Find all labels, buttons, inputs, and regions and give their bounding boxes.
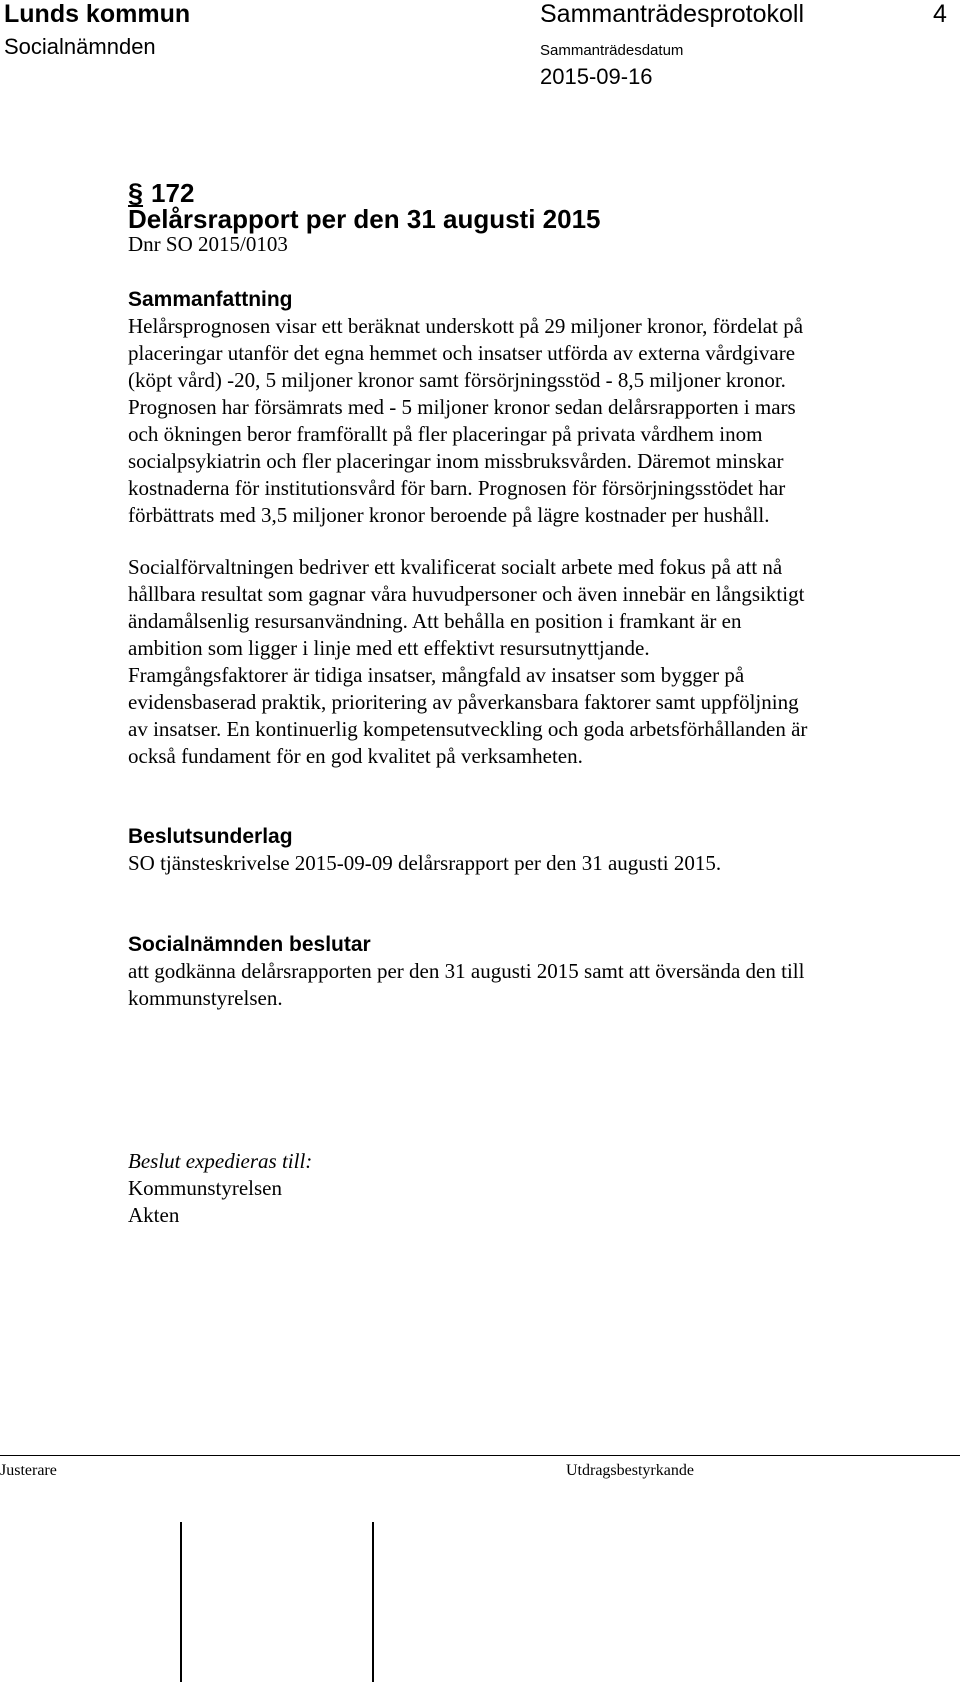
summary-line: Prognosen har försämrats med - 5 miljoner kronor sedan delårsrapporten i mars — [128, 395, 796, 419]
footer-divider — [0, 1455, 960, 1456]
body-line: Socialförvaltningen bedriver ett kvalificerat socialt arbete med fokus på att nå — [128, 555, 783, 579]
decision-line: att godkänna delårsrapporten per den 31 augusti 2015 samt att översända den till — [128, 959, 805, 983]
signature-divider — [180, 1522, 182, 1682]
summary-line: (köpt vård) -20, 5 miljoner kronor samt försörjningsstöd - 8,5 miljoner kronor. — [128, 368, 786, 392]
summary-line: kostnaderna för institutionsvård för barn. Prognosen för försörjningsstödet har — [128, 476, 786, 500]
body-line: hållbara resultat som gagnar våra huvudpersoner och även innebär en långsiktigt — [128, 582, 805, 606]
body-line: evidensbaserad praktik, prioritering av påverkansbara faktorer samt uppföljning — [128, 690, 799, 714]
section-title: Delårsrapport per den 31 augusti 2015 — [128, 204, 601, 234]
section-sign-icon: § — [128, 178, 144, 208]
body-line: av insatser. En kontinuerlig kompetensutveckling och goda arbetsförhållanden är — [128, 717, 808, 741]
section-number-text: 172 — [151, 178, 195, 208]
distribution-label: Beslut expedieras till: — [128, 1149, 313, 1173]
signature-divider — [372, 1522, 374, 1682]
body-line: ambition som ligger i linje med ett effektivt resursutnyttjande. — [128, 636, 650, 660]
organization-name: Lunds kommun — [4, 0, 191, 28]
summary-block — [128, 286, 928, 529]
body-paragraph — [128, 554, 928, 770]
decision-block — [128, 931, 928, 1012]
distribution-recipient: Akten — [128, 1203, 180, 1227]
footer-extract-certified-label: Utdragsbestyrkande — [566, 1462, 694, 1479]
summary-heading: Sammanfattning — [128, 288, 293, 311]
case-number: Dnr SO 2015/0103 — [128, 232, 288, 256]
meeting-date-label: Sammanträdesdatum — [540, 42, 684, 59]
meeting-date: 2015-09-16 — [540, 64, 653, 89]
distribution-block — [128, 1148, 312, 1229]
department-name: Socialnämnden — [4, 34, 156, 59]
page-number: 4 — [933, 0, 947, 28]
summary-line: Helårsprognosen visar ett beräknat underskott på 29 miljoner kronor, fördelat på — [128, 314, 804, 338]
summary-line: placeringar utanför det egna hemmet och insatser utförda av externa vårdgivare — [128, 341, 796, 365]
document-type: Sammanträdesprotokoll — [540, 0, 805, 28]
decision-basis-heading: Beslutsunderlag — [128, 825, 293, 848]
distribution-recipient: Kommunstyrelsen — [128, 1176, 282, 1200]
summary-text — [128, 313, 928, 529]
decision-line: kommunstyrelsen. — [128, 986, 283, 1010]
decision-basis-block — [128, 823, 928, 877]
summary-line: och ökningen beror framförallt på fler placeringar på privata vårdhem inom — [128, 422, 763, 446]
footer-adjuster-label: Justerare — [0, 1462, 57, 1479]
decision-heading: Socialnämnden beslutar — [128, 933, 371, 956]
decision-basis-text: SO tjänsteskrivelse 2015-09-09 delårsrapport per den 31 augusti 2015. — [128, 851, 722, 875]
body-line: Framgångsfaktorer är tidiga insatser, mångfald av insatser som bygger på — [128, 663, 745, 687]
body-line: ändamålsenlig resursanvändning. Att behålla en position i framkant är en — [128, 609, 742, 633]
summary-line: förbättrats med 3,5 miljoner kronor beroende på lägre kostnader per hushåll. — [128, 503, 770, 527]
summary-line: socialpsykiatrin och fler placeringar inom missbruksvården. Däremot minskar — [128, 449, 784, 473]
body-line: också fundament för en god kvalitet på verksamheten. — [128, 744, 583, 768]
